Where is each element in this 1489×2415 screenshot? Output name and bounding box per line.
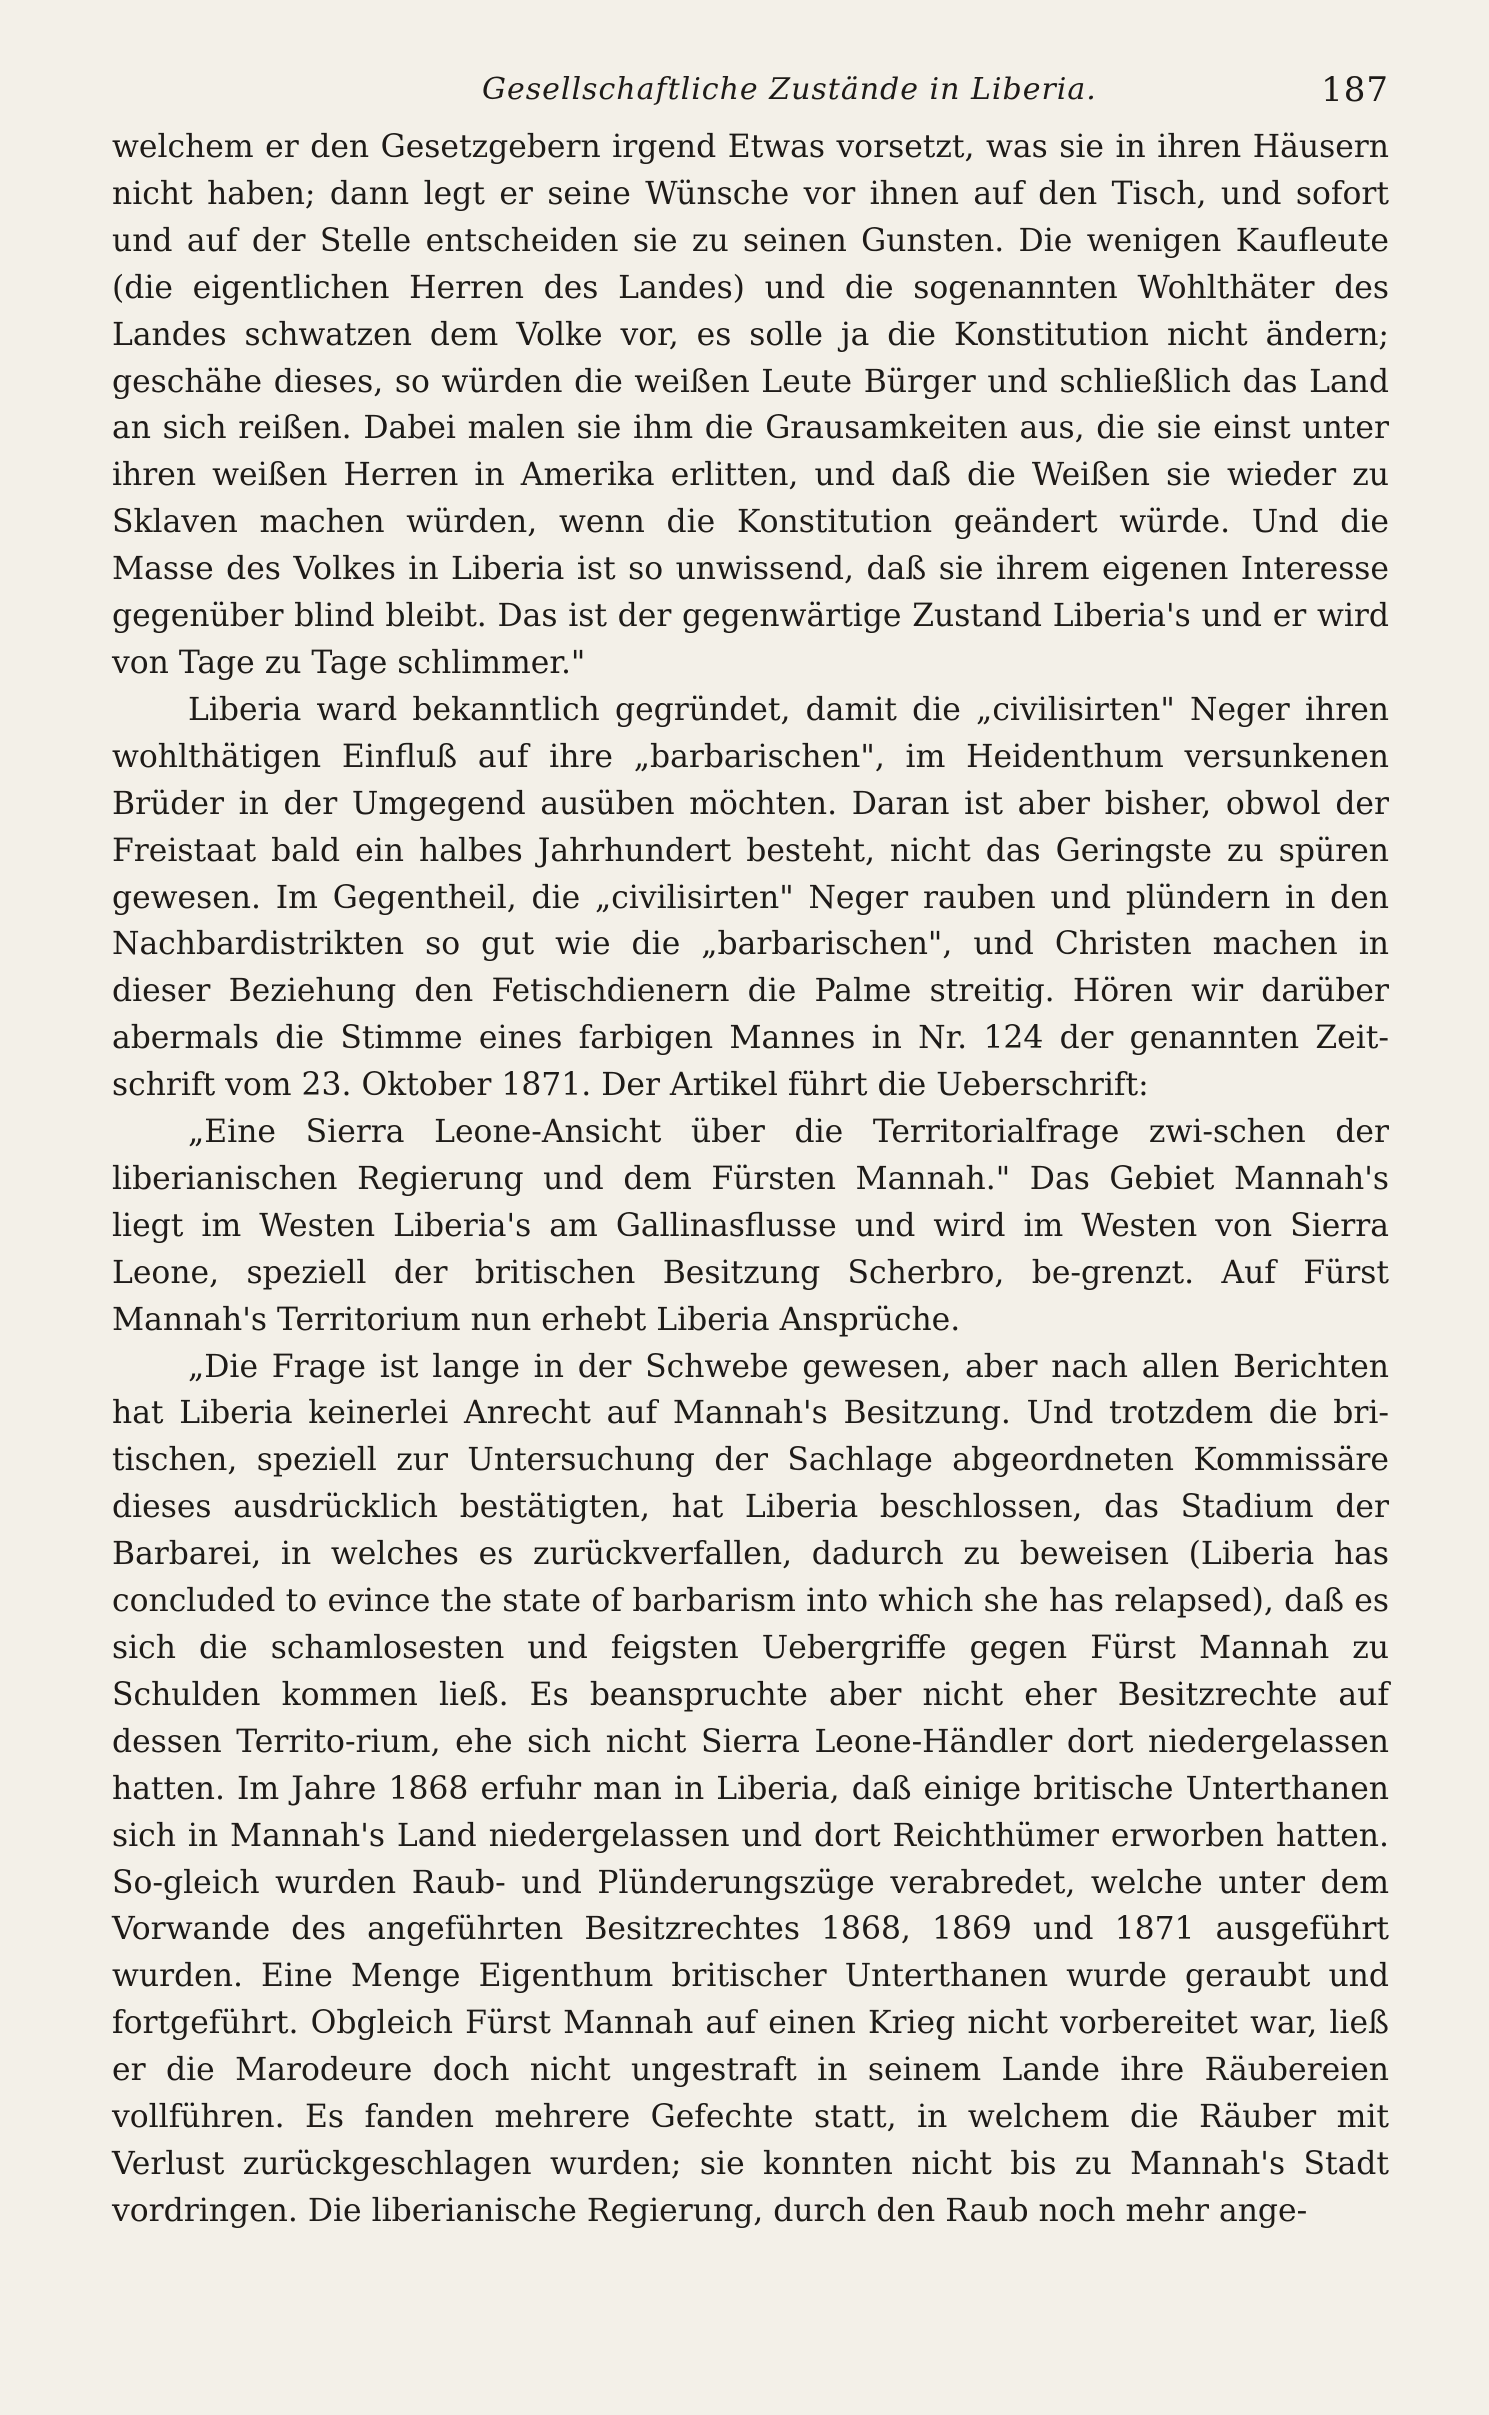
running-head	[112, 62, 1389, 124]
paragraph: welchem er den Gesetzgebern irgend Etwas vorsetzt, was sie in ihren Häusern nicht haben; dann legt er seine Wünsche vor ihnen auf den Tisch, und sofort und auf der Stelle entscheiden sie zu seinen Gunsten. Die wenigen Kaufleute (die eigentlichen Herren des Landes) und die sogenannten Wohlthäter des Landes schwatzen dem Volke vor, es solle ja die Konstitution nicht ändern; geschähe dieses, so würden die weißen Leute Bürger und schließlich das Land an sich reißen. Dabei malen sie ihm die Grausamkeiten aus, die sie einst unter ihren weißen Herren in Amerika erlitten, und daß die Weißen sie wieder zu Sklaven machen würden, wenn die Konstitution geändert würde. Und die Masse des Volkes in Liberia ist so unwissend, daß sie ihrem eigenen Interesse gegenüber blind bleibt. Das ist der gegenwärtige Zustand Liberia's und er wird von Tage zu Tage schlimmer."	[112, 129, 1389, 681]
paragraph: „Die Frage ist lange in der Schwebe gewesen, aber nach allen Berichten hat Liberia keinerlei Anrecht auf Mannah's Besitzung. Und trotzdem die bri-tischen, speziell zur Untersuchung der Sachlage abgeordneten Kommissäre dieses ausdrücklich bestätigten, hat Liberia beschlossen, das Stadium der Barbarei, in welches es zurückverfallen, dadurch zu beweisen (Liberia has concluded to evince the state of barbarism into which she has relapsed), daß es sich die schamlosesten und feigsten Uebergriffe gegen Fürst Mannah zu Schulden kommen ließ. Es beanspruchte aber nicht eher Besitzrechte auf dessen Territo-rium, ehe sich nicht Sierra Leone-Händler dort niedergelassen hatten. Im Jahre 1868 erfuhr man in Liberia, daß einige britische Unterthanen sich in Mannah's Land niedergelassen und dort Reichthümer erworben hatten. So-gleich wurden Raub- und Plünderungszüge verabredet, welche unter dem Vorwande des angeführten Besitzrechtes 1868, 1869 und 1871 ausgeführt wurden. Eine Menge Eigenthum britischer Unterthanen wurde geraubt und fortgeführt. Obgleich Fürst Mannah auf einen Krieg nicht vorbereitet war, ließ er die Marodeure doch nicht ungestraft in seinem Lande ihre Räubereien vollführen. Es fanden mehrere Gefechte statt, in welchem die Räuber mit Verlust zurückgeschlagen wurden; sie konnten nicht bis zu Mannah's Stadt vordringen. Die liberianische Regierung, durch den Raub noch mehr ange-	[112, 1348, 1389, 2229]
running-title: Gesellschaftliche Zustände in Liberia.	[482, 72, 1097, 107]
paragraph: „Eine Sierra Leone-Ansicht über die Territorialfrage zwi-schen der liberianischen Regierung und dem Fürsten Mannah." Das Gebiet Mannah's liegt im Westen Liberia's am Gallinasflusse und wird im Westen von Sierra Leone, speziell der britischen Besitzung Scherbro, be-grenzt. Auf Fürst Mannah's Territorium nun erhebt Liberia Ansprüche.	[112, 1114, 1389, 1338]
page-number: 187	[1321, 70, 1389, 110]
paragraph: Liberia ward bekanntlich gegründet, damit die „civilisirten" Neger ihren wohlthätigen Einfluß auf ihre „barbarischen", im Heidenthum versunkenen Brüder in der Umgegend ausüben möchten. Daran ist aber bisher, obwol der Freistaat bald ein halbes Jahrhundert besteht, nicht das Geringste zu spüren gewesen. Im Gegentheil, die „civilisirten" Neger rauben und plündern in den Nachbardistrikten so gut wie die „barbarischen", und Christen machen in dieser Beziehung den Fetischdienern die Palme streitig. Hören wir darüber abermals die Stimme eines farbigen Mannes in Nr. 124 der genannten Zeit-schrift vom 23. Oktober 1871. Der Artikel führt die Ueberschrift:	[112, 691, 1389, 1104]
body-text	[112, 124, 1389, 2235]
